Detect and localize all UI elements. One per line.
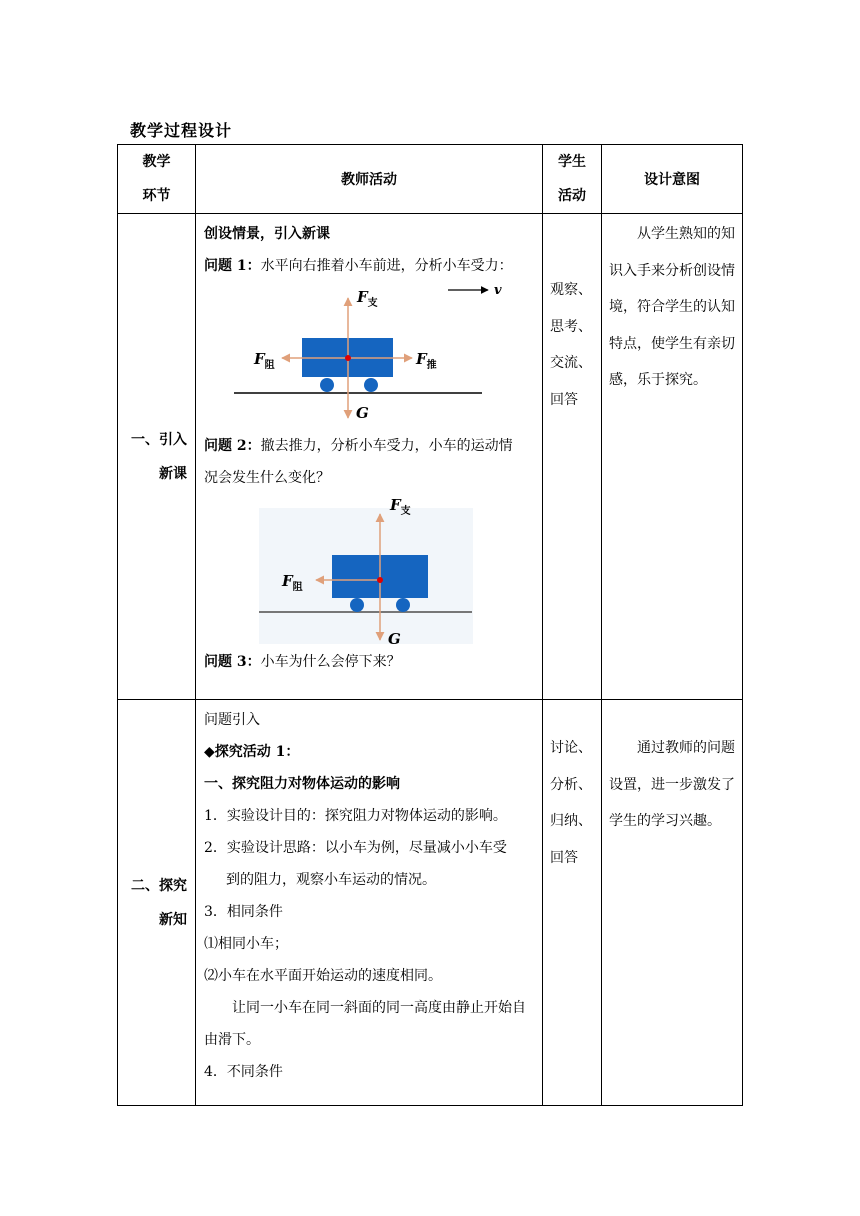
center-dot <box>345 355 351 361</box>
question-3: 问题 3：小车为什么会停下来？ <box>204 654 401 670</box>
teacher-activity-cell <box>196 214 543 700</box>
question-2: 问题 2：撤去推力，分析小车受力，小车的运动情 <box>204 438 513 454</box>
header-stage: 教学 环节 <box>118 145 196 214</box>
header-student: 学生 活动 <box>543 145 602 214</box>
gravity-label: G <box>388 630 401 646</box>
stage-cell: 二、探究 新知 <box>118 700 196 1106</box>
student-activity-cell: 观察、 思考、 交流、 回答 <box>543 214 602 700</box>
page-title: 教学过程设计 <box>130 121 233 140</box>
table-row <box>118 214 743 700</box>
velocity-label: v <box>494 283 502 298</box>
header-intent: 设计意图 <box>602 145 743 214</box>
question-2-continued: 况会发生什么变化？ <box>204 470 330 486</box>
design-intent-cell: 通过教师的问题设置，进一步激发了学生的学习兴趣。 <box>602 700 743 1106</box>
cart-wheel <box>320 378 334 392</box>
section-heading: 创设情景，引入新课 <box>204 226 330 242</box>
gravity-label: G <box>356 404 369 422</box>
question-1: 问题 1：水平向右推着小车前进，分析小车受力： <box>204 258 513 274</box>
table-header-row <box>118 145 743 214</box>
student-activity-cell: 讨论、 分析、 归纳、 回答 <box>543 700 602 1106</box>
support-force-label: $F_支$ <box>357 288 378 309</box>
cart-wheel <box>396 598 410 612</box>
center-dot <box>377 577 383 583</box>
stage-cell: 一、引入 新课 <box>118 214 196 700</box>
friction-label: $F_阻$ <box>254 350 275 371</box>
cart-wheel <box>350 598 364 612</box>
table-row <box>118 700 743 1106</box>
teacher-activity-cell: 问题引入 ◆探究活动 1： 一、探究阻力对物体运动的影响 1．实验设计目的：探究阻力对物体运动的影响。 2．实验设计思路：以小车为例，尽量减小小车受 到的阻力，观察小车运动的情况。 3．相同条件 ⑴相同小车； ⑵小车在水平面开始运动的速度相同。 让同一小车在同一斜面的同一高度由静止开始自由滑下。 4．不同条件 <box>196 700 543 1106</box>
lesson-table <box>117 144 743 1106</box>
push-force-label: $F_推$ <box>416 350 437 371</box>
force-diagram-2 <box>204 494 534 646</box>
cart-wheel <box>364 378 378 392</box>
force-diagram-1 <box>204 282 534 430</box>
friction-label: $F_阻$ <box>282 572 303 593</box>
header-teacher: 教师活动 <box>196 145 543 214</box>
design-intent-cell: 从学生熟知的知识入手来分析创设情境，符合学生的认知特点，使学生有亲切感，乐于探究。 <box>602 214 743 700</box>
support-force-label: $F_支$ <box>390 496 411 517</box>
